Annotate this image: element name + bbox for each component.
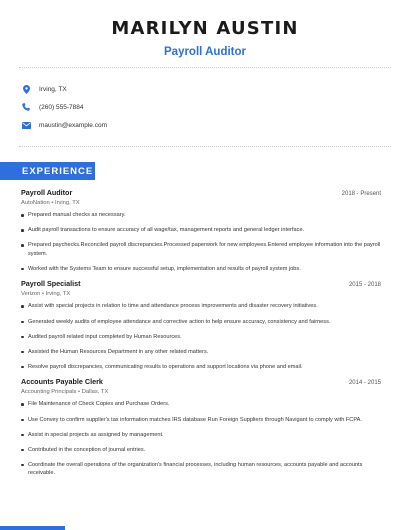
phone-text: (260) 555-7884 — [39, 103, 84, 111]
bullet-item: Generated weekly audits of employee attendance and corrective action to help ensure accuracy, consistency and fairness. — [21, 318, 381, 327]
header-divider — [19, 67, 391, 68]
bullet-item: Assisted the Human Resources Department in any other related matters. — [21, 348, 381, 357]
job-entry — [21, 188, 381, 273]
job-bullets — [21, 400, 381, 478]
job-company-line: AutoNation • Irving, TX — [21, 200, 80, 206]
bullet-item: Worked with the Systems Team to ensure successful setup, implementation and results of payroll system jobs. — [21, 265, 381, 274]
location-pin-icon — [21, 84, 31, 94]
job-title: Payroll Specialist — [21, 279, 81, 289]
phone-icon — [21, 102, 31, 112]
bullet-item: Prepared manual checks as necessary. — [21, 211, 381, 220]
bullet-item: Resolve payroll discrepancies, communicating results to operations and support locations via phone and email. — [21, 363, 381, 372]
email-icon — [21, 120, 31, 130]
resume-header — [0, 0, 410, 58]
bullet-item: Prepared paychecks.Reconciled payroll discrepancies.Processed paperwork for new employees.Entered employee information into the payroll system. — [21, 241, 381, 258]
bullet-item: Assist in special projects as assigned by management. — [21, 431, 381, 440]
experience-list — [21, 188, 381, 478]
experience-heading: EXPERIENCE — [0, 162, 95, 180]
next-section-accent — [0, 526, 65, 530]
bullet-item: Contributed in the conception of journal entries. — [21, 446, 381, 455]
bullet-item: File Maintenance of Check Copies and Purchase Orders. — [21, 400, 381, 409]
job-location: Dallas, TX — [81, 389, 109, 396]
candidate-title: Payroll Auditor — [164, 46, 246, 58]
job-title: Payroll Auditor — [21, 188, 73, 197]
job-entry — [21, 377, 381, 478]
job-entry — [21, 279, 381, 371]
job-bullets — [21, 211, 381, 273]
job-bullets — [21, 302, 381, 371]
contact-list — [21, 80, 381, 134]
job-company-line: Accounting Principals • Dallas, TX — [21, 389, 109, 396]
email-text: maustin@example.com — [39, 121, 108, 129]
job-company: Verizon — [21, 291, 41, 298]
job-location: Irving, TX — [54, 200, 80, 206]
job-company: Accounting Principals — [21, 389, 77, 396]
job-company-line: Verizon • Irving, TX — [21, 291, 71, 298]
contact-divider — [19, 146, 391, 147]
bullet-item: Audit payroll transactions to ensure accuracy of all wage/tax, management reports and general ledger interface. — [21, 226, 381, 235]
job-dates: 2014 - 2015 — [348, 380, 381, 387]
bullet-item: Assist with special projects in relation to time and attendance process improvements and disaster recovery initiatives. — [21, 302, 381, 311]
job-dates: 2018 - Present — [341, 191, 381, 197]
job-dates: 2015 - 2018 — [348, 282, 381, 289]
candidate-name: MARILYN AUSTIN — [111, 18, 299, 39]
bullet-item: Audited payroll related input completed by Human Resources. — [21, 333, 381, 342]
contact-location — [21, 80, 381, 98]
job-company: AutoNation — [21, 200, 50, 206]
bullet-item: Use Convey to confirm supplier's tax information matches IRS database Run Foreign Suppliers through Navigant to comply with FCPA. — [21, 416, 381, 425]
contact-phone — [21, 98, 381, 116]
bullet-item: Coordinate the overall operations of the organization's financial processes, including human resources, accounts payable and accounts receivable. — [21, 461, 381, 478]
job-location: Irving, TX — [45, 291, 71, 298]
contact-email — [21, 116, 381, 134]
job-title: Accounts Payable Clerk — [21, 377, 103, 387]
location-text: Irving, TX — [39, 85, 67, 93]
